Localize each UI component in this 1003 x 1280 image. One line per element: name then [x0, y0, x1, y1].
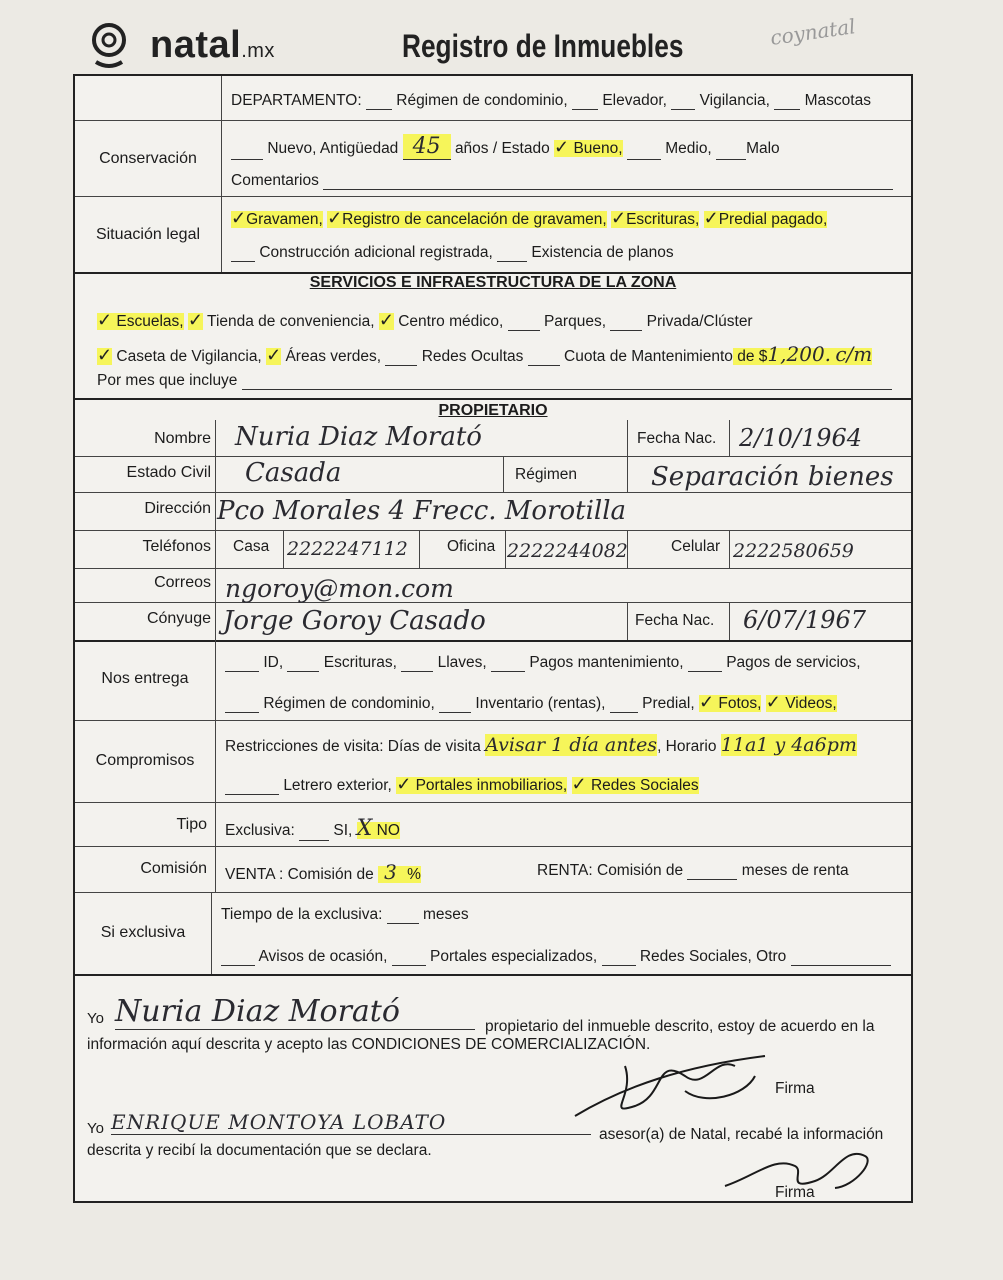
owner-signature-icon [565, 1036, 805, 1126]
row-tipo [75, 802, 911, 847]
telefonos-label: Teléfonos [142, 538, 211, 555]
owner-declaration-1: propietario del inmueble descrito, estoy de acuerdo en la [485, 1018, 875, 1035]
regimen-label: Régimen [515, 466, 578, 483]
nos-entrega-label: Nos entrega [101, 670, 189, 687]
conyuge-fecha-label: Fecha Nac. [635, 612, 715, 629]
row-situacion-legal [75, 196, 911, 274]
nombre-label: Nombre [154, 430, 211, 447]
oficina-label: Oficina [447, 538, 496, 555]
row-conyuge [75, 602, 911, 642]
oficina-value: 2222244082 [507, 540, 628, 562]
antiguedad-value: 45 [403, 134, 451, 160]
firma2-label: Firma [775, 1184, 815, 1201]
propietario-title: PROPIETARIO [438, 402, 548, 419]
comision-label: Comisión [140, 860, 207, 877]
advisor-name-signed: ENRIQUE MONTOYA LOBATO [111, 1110, 591, 1135]
conservacion-label: Conservación [99, 150, 197, 167]
owner-name-signed: Nuria Diaz Morató [115, 994, 475, 1030]
row-comision [75, 846, 911, 893]
correo-value: ngoroy@mon.com [225, 574, 454, 603]
celular-value: 2222580659 [733, 540, 854, 562]
row-estado-civil [75, 456, 911, 493]
direccion-label: Dirección [144, 500, 211, 517]
row-propietario-title [75, 398, 911, 420]
row-telefonos [75, 530, 911, 569]
fecha-nac-value: 2/10/1964 [739, 424, 863, 452]
comentarios-line: Comentarios [231, 172, 893, 190]
row-si-exclusiva [75, 892, 911, 976]
nos-entrega-line1: ID, Escrituras, Llaves, Pagos mantenimiento, Pagos de servicios, [225, 654, 861, 672]
departamento-text: DEPARTAMENTO: Régimen de condominio, Elevador, Vigilancia, Mascotas [231, 92, 871, 109]
tipo-label: Tipo [176, 816, 207, 833]
natal-logo-icon [88, 20, 130, 70]
nos-entrega-line2: Régimen de condominio, Inventario (rentas), Predial, ✓ Fotos, ✓ Videos, [225, 692, 837, 713]
servicios-line1: ✓ Escuelas, ✓ Tienda de conveniencia, ✓ Centro médico, Parques, Privada/Clúster [97, 310, 753, 330]
form-title: Registro de Inmuebles [402, 28, 684, 64]
registration-form [73, 74, 913, 1203]
conyuge-value: Jorge Goroy Casado [223, 606, 486, 636]
advisor-declaration-1: asesor(a) de Natal, recabé la información [599, 1126, 884, 1143]
si-exclusiva-label: Si exclusiva [100, 924, 186, 941]
row-departamento [75, 76, 911, 121]
casa-label: Casa [233, 538, 270, 555]
por-mes-line: Por mes que incluye [97, 372, 892, 390]
corner-note: coynatal [768, 14, 857, 50]
situacion-legal-line1: ✓Gravamen, ✓Registro de cancelación de gravamen, ✓Escrituras, ✓Predial pagado, [231, 208, 828, 228]
yo2-label: Yo [87, 1120, 104, 1137]
direccion-value: Pco Morales 4 Frecc. Morotilla [217, 496, 627, 526]
advisor-declaration-2: descrita y recibí la documentación que se declara. [87, 1142, 432, 1159]
compromisos-line2: Letrero exterior, ✓ Portales inmobiliarios, ✓ Redes Sociales [225, 774, 699, 795]
conyuge-fecha-value: 6/07/1967 [743, 606, 867, 634]
row-nombre [75, 420, 911, 457]
regimen-value: Separación bienes [651, 462, 894, 492]
comision-venta-value: 3 [384, 860, 397, 884]
firma1-label: Firma [775, 1080, 815, 1097]
row-compromisos [75, 720, 911, 803]
horario-value: 11a1 y 4a6pm [720, 734, 857, 756]
compromisos-label: Compromisos [95, 752, 195, 769]
comision-renta: RENTA: Comisión de meses de renta [537, 862, 849, 879]
row-conservacion [75, 120, 911, 197]
brand-name: natal.mx [150, 24, 275, 66]
row-direccion [75, 492, 911, 531]
owner-declaration-2: información aquí descrita y acepto las CONDICIONES DE COMERCIALIZACIÓN. [87, 1036, 651, 1053]
si-exclusiva-line2: Avisos de ocasión, Portales especializados, Redes Sociales, Otro [221, 948, 891, 966]
conservacion-line1: Nuevo, Antigüedad 45 años / Estado ✓ Bueno, Medio, Malo [231, 134, 780, 160]
dias-visita-value: Avisar 1 día antes [485, 734, 658, 756]
servicios-title: SERVICIOS E INFRAESTRUCTURA DE LA ZONA [309, 274, 677, 291]
row-servicios [75, 272, 911, 400]
nombre-value: Nuria Diaz Morató [235, 422, 482, 452]
conyuge-label: Cónyuge [146, 610, 211, 627]
celular-label: Celular [671, 538, 721, 555]
correos-label: Correos [154, 574, 211, 591]
comision-venta: VENTA : Comisión de 3 % [225, 860, 421, 884]
cuota-value: 1,200. [767, 342, 832, 366]
compromisos-line1: Restricciones de visita: Días de visita Avisar 1 día antes, Horario 11a1 y 4a6pm [225, 734, 857, 756]
tipo-line: Exclusiva: SI, X NO [225, 816, 400, 841]
servicios-line2: ✓ Caseta de Vigilancia, ✓ Áreas verdes, Redes Ocultas Cuota de Mantenimiento de $1,200. c/m [97, 342, 873, 366]
row-correos [75, 568, 911, 603]
situacion-legal-line2: Construcción adicional registrada, Existencia de planos [231, 244, 674, 262]
estado-civil-value: Casada [245, 458, 342, 488]
page-header [80, 14, 980, 74]
situacion-legal-label: Situación legal [95, 226, 201, 243]
row-nos-entrega [75, 640, 911, 721]
yo1-label: Yo [87, 1010, 104, 1027]
fecha-nac-label: Fecha Nac. [637, 430, 717, 447]
estado-civil-label: Estado Civil [126, 464, 211, 481]
casa-value: 2222247112 [287, 538, 408, 560]
si-exclusiva-line1: Tiempo de la exclusiva: meses [221, 906, 469, 923]
